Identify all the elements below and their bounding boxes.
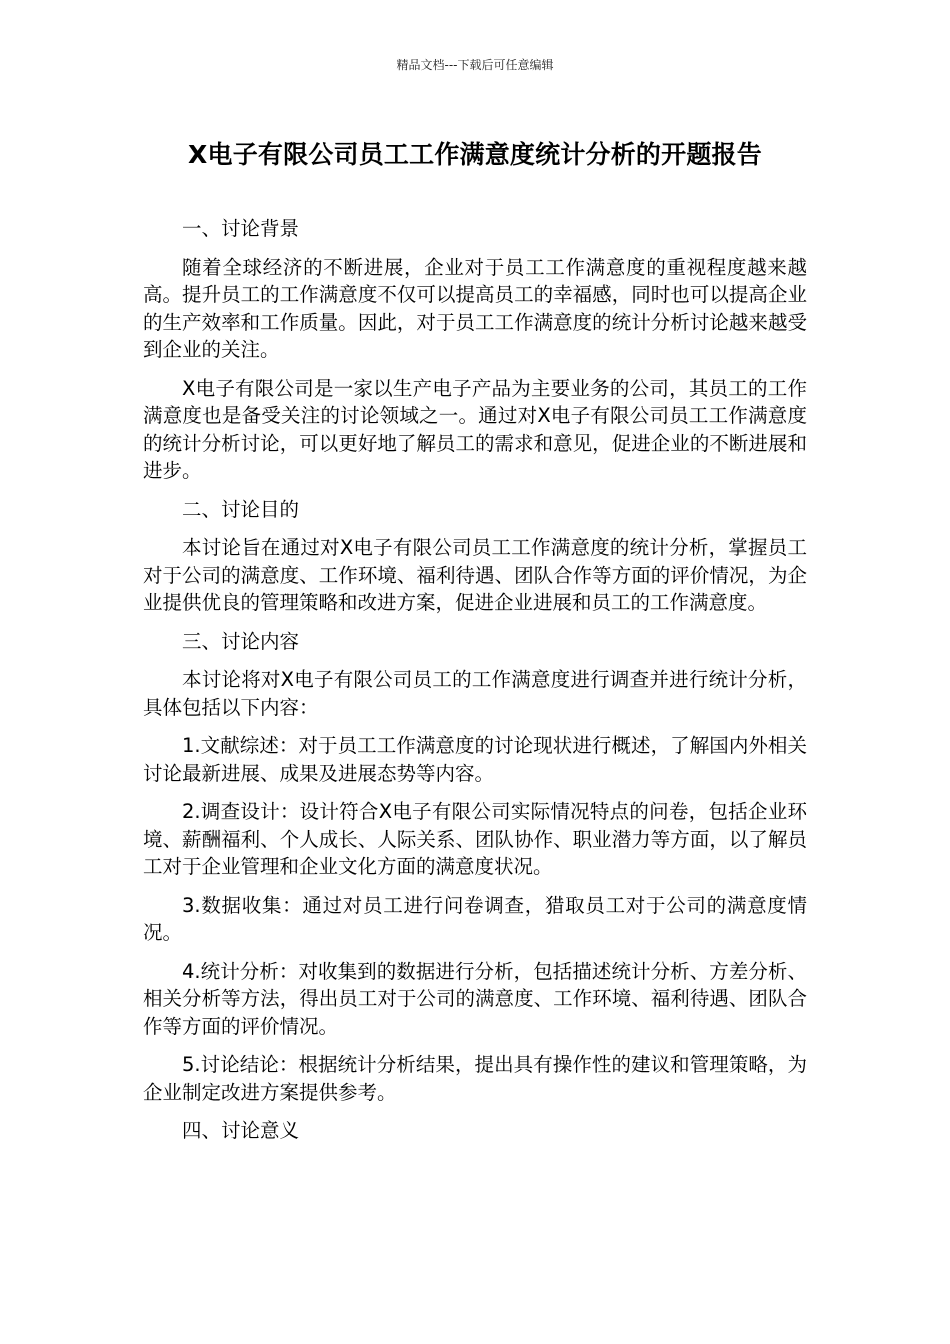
document-title: X电子有限公司员工工作满意度统计分析的开题报告 — [188, 140, 762, 169]
section-heading-significance: 四、讨论意义 — [182, 1119, 300, 1142]
list-item: 4.统计分析：对收集到的数据进行分析，包括描述统计分析、方差分析、相关分析等方法，得出员工对于公司的满意度、工作环境、福利待遇、团队合作等方面的评价情况。 — [143, 959, 807, 1038]
document-body — [143, 215, 807, 1156]
list-item: 3.数据收集：通过对员工进行问卷调查，猎取员工对于公司的满意度情况。 — [143, 893, 807, 944]
paragraph: 随着全球经济的不断进展，企业对于员工工作满意度的重视程度越来越高。提升员工的工作满意度不仅可以提高员工的幸福感，同时也可以提高企业的生产效率和工作质量。因此，对于员工工作满意度的统计分析讨论越来越受到企业的关注。 — [143, 255, 807, 361]
paragraph: 本讨论旨在通过对X电子有限公司员工工作满意度的统计分析，掌握员工对于公司的满意度、工作环境、福利待遇、团队合作等方面的评价情况，为企业提供优良的管理策略和改进方案，促进企业进展和员工的工作满意度。 — [143, 536, 807, 614]
list-item: 1.文献综述：对于员工工作满意度的讨论现状进行概述，了解国内外相关讨论最新进展、成果及进展态势等内容。 — [143, 734, 807, 785]
section-heading-purpose: 二、讨论目的 — [182, 497, 300, 521]
paragraph: X电子有限公司是一家以生产电子产品为主要业务的公司，其员工的工作满意度也是备受关注的讨论领域之一。通过对X电子有限公司员工工作满意度的统计分析讨论，可以更好地了解员工的需求和意见，促进企业的不断进展和进步。 — [143, 376, 807, 482]
list-item: 2.调查设计：设计符合X电子有限公司实际情况特点的问卷，包括企业环境、薪酬福利、个人成长、人际关系、团队协作、职业潜力等方面，以了解员工对于企业管理和企业文化方面的满意度状况。 — [143, 800, 807, 878]
section-heading-background: 一、讨论背景 — [182, 217, 300, 240]
paragraph: 本讨论将对X电子有限公司员工的工作满意度进行调查并进行统计分析，具体包括以下内容： — [143, 668, 807, 719]
list-item: 5.讨论结论：根据统计分析结果，提出具有操作性的建议和管理策略，为企业制定改进方案提供参考。 — [143, 1053, 807, 1104]
section-heading-content: 三、讨论内容 — [182, 629, 300, 653]
header-note: 精品文档---下载后可任意编辑 — [396, 58, 554, 72]
